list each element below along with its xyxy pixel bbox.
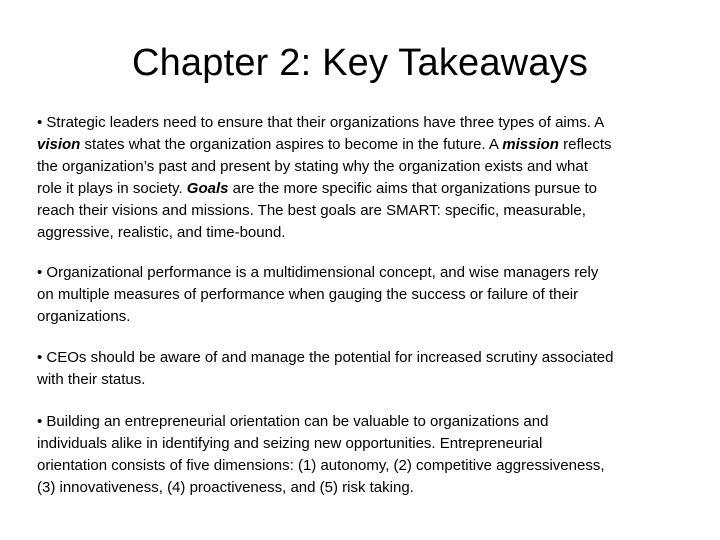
- text-line: [37, 112, 697, 134]
- text-line: [37, 262, 697, 284]
- emphasized-term: Goals: [186, 180, 229, 197]
- bullet-paragraph: [37, 411, 697, 499]
- bullet-paragraph: [37, 262, 697, 328]
- text-line: [37, 433, 697, 455]
- text-line: [37, 306, 697, 328]
- text-segment: (3) innovativeness, (4) proactiveness, and (5) risk taking.: [37, 479, 414, 496]
- text-segment: organizations.: [37, 308, 131, 325]
- text-line: [37, 134, 697, 156]
- text-segment: • Building an entrepreneurial orientation can be valuable to organizations and: [37, 413, 549, 430]
- text-segment: with their status.: [37, 371, 146, 388]
- bullet-paragraph: [37, 112, 697, 244]
- text-segment: reach their visions and missions. The best goals are SMART: specific, measurable,: [37, 202, 586, 219]
- text-line: [37, 411, 697, 433]
- text-line: [37, 347, 697, 369]
- text-segment: • Strategic leaders need to ensure that their organizations have three types of aims. A: [37, 114, 605, 131]
- emphasized-term: vision: [37, 136, 81, 153]
- text-segment: reflects: [558, 136, 612, 153]
- text-segment: are the more specific aims that organizations pursue to: [228, 180, 597, 197]
- text-segment: • Organizational performance is a multidimensional concept, and wise managers rely: [37, 264, 599, 281]
- text-segment: on multiple measures of performance when gauging the success or failure of their: [37, 286, 579, 303]
- text-segment: the organization’s past and present by stating why the organization exists and what: [37, 158, 588, 175]
- text-line: [37, 477, 697, 499]
- text-segment: • CEOs should be aware of and manage the potential for increased scrutiny associated: [37, 349, 614, 366]
- text-line: [37, 178, 697, 200]
- bullet-paragraph: [37, 347, 697, 391]
- slide-title: Chapter 2: Key Takeaways: [131, 42, 589, 84]
- text-segment: role it plays in society.: [37, 180, 187, 197]
- text-line: [37, 200, 697, 222]
- text-line: [37, 156, 697, 178]
- text-segment: states what the organization aspires to become in the future. A: [80, 136, 503, 153]
- text-line: [37, 222, 697, 244]
- emphasized-term: mission: [502, 136, 559, 153]
- text-segment: orientation consists of five dimensions: (1) autonomy, (2) competitive aggressiveness,: [37, 457, 605, 474]
- text-segment: aggressive, realistic, and time-bound.: [37, 224, 286, 241]
- text-line: [37, 455, 697, 477]
- text-line: [37, 284, 697, 306]
- text-line: [37, 369, 697, 391]
- text-segment: individuals alike in identifying and seizing new opportunities. Entrepreneurial: [37, 435, 543, 452]
- slide-body: [37, 112, 697, 499]
